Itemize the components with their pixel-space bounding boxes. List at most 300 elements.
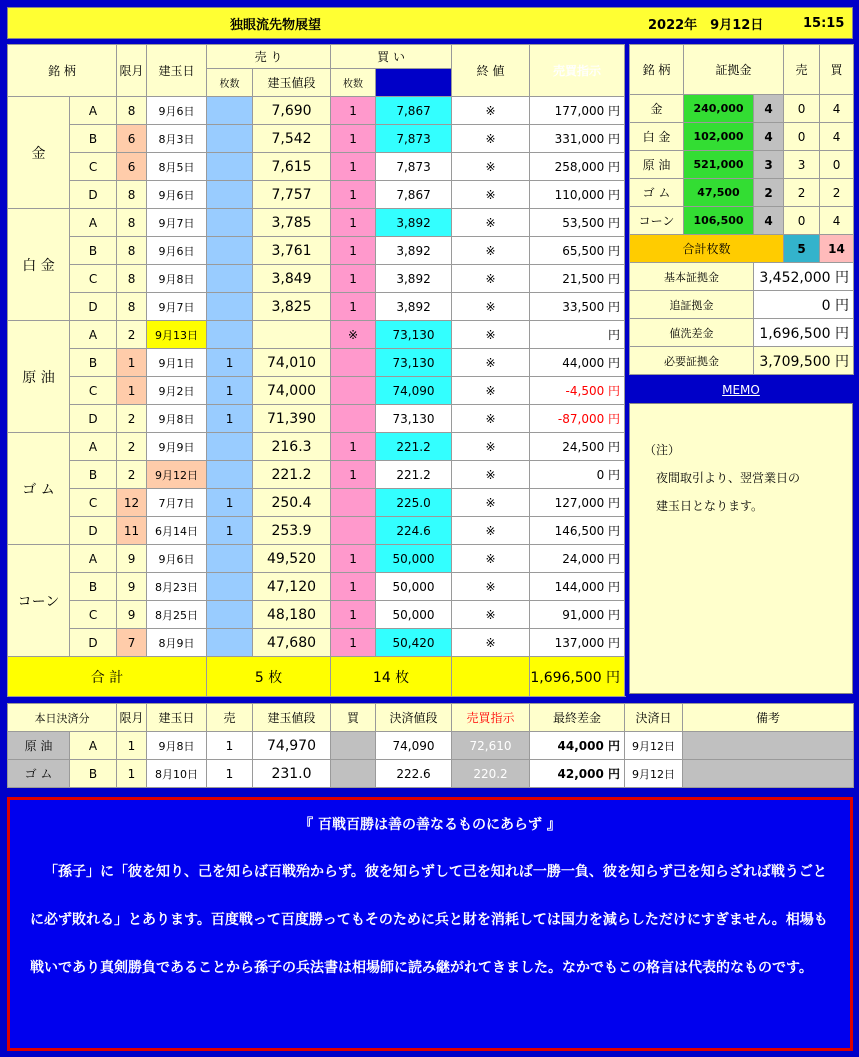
open-date: 8月25日 [147,601,207,629]
open-price: 48,180 [253,601,331,629]
buy-count: 1 [331,237,376,265]
margin-summary-row [630,263,854,291]
open-price: 7,615 [253,153,331,181]
sell-count [207,573,253,601]
summary-label: 必要証拠金 [630,347,754,375]
contract-month: 6 [117,153,147,181]
table-row [8,209,625,237]
contract-letter: A [70,433,117,461]
open-date: 9月6日 [147,545,207,573]
settle-row [8,732,854,760]
settle-month: 1 [117,760,147,788]
diff-value: 24,500 円 [530,433,625,461]
settle-buy [331,760,376,788]
contract-month: 9 [117,545,147,573]
settle-open-price-header: 建玉値段 [253,704,331,732]
buy-count [331,349,376,377]
summary-label: 追証拠金 [630,291,754,319]
contract-letter: B [70,125,117,153]
buy-count: 1 [331,433,376,461]
sell-count [207,265,253,293]
close-price: 224.6 [376,517,452,545]
settle-note [683,760,854,788]
settlement-table [7,703,854,788]
open-price: 221.2 [253,461,331,489]
settle-price: 74,090 [376,732,452,760]
instruction-mark: ※ [452,433,530,461]
open-date: 8月9日 [147,629,207,657]
instruction-mark: ※ [452,125,530,153]
contract-month: 9 [117,573,147,601]
memo-line: （注） [644,443,681,457]
sell-count [207,153,253,181]
contract-month: 1 [117,377,147,405]
memo-box [629,403,853,694]
contract-letter: D [70,629,117,657]
memo-line: 建玉日となります。 [644,499,764,513]
open-price: 3,849 [253,265,331,293]
diff-value: 137,000 円 [530,629,625,657]
date-display: 2022年 9月12日 [648,17,764,33]
diff-value: 65,500 円 [530,237,625,265]
sell-count: 1 [207,489,253,517]
contract-month: 8 [117,181,147,209]
margin-commodity: コーン [630,207,684,235]
title-bar [7,7,853,39]
open-price: 7,757 [253,181,331,209]
open-price: 7,690 [253,97,331,125]
instruction-mark: ※ [452,209,530,237]
memo-line: 夜間取引より、翌営業日の [644,471,801,485]
contract-letter: B [70,461,117,489]
margin-amount: 102,000 [684,123,754,151]
margin-units: 2 [754,179,784,207]
instruction-mark: ※ [452,153,530,181]
table-row [8,321,625,349]
margin-units: 3 [754,151,784,179]
table-row [8,573,625,601]
close-price: 221.2 [376,433,452,461]
open-date: 9月12日 [147,461,207,489]
margin-buy: 4 [820,95,854,123]
contract-letter: D [70,293,117,321]
contract-letter: D [70,405,117,433]
open-date: 8月5日 [147,153,207,181]
margin-table [629,44,854,375]
margin-sell: 0 [784,123,820,151]
settle-date: 9月12日 [625,732,683,760]
sell-count: 1 [207,517,253,545]
instruction-mark: ※ [452,237,530,265]
margin-count-row [630,235,854,263]
open-price: 253.9 [253,517,331,545]
margin-summary-row [630,347,854,375]
sell-count: 1 [207,349,253,377]
settle-date: 9月12日 [625,760,683,788]
sell-count [207,461,253,489]
diff-value: 24,000 円 [530,545,625,573]
instruction-mark: ※ [452,293,530,321]
open-date: 9月8日 [147,265,207,293]
margin-row [630,207,854,235]
margin-amount: 240,000 [684,95,754,123]
contract-month: 1 [117,349,147,377]
close-price: 7,867 [376,97,452,125]
contract-month: 8 [117,293,147,321]
buy-count: 1 [331,125,376,153]
margin-commodity: 原 油 [630,151,684,179]
instruction-mark: ※ [452,601,530,629]
sell-count [207,601,253,629]
col-month-header: 限月 [117,45,147,97]
table-row [8,377,625,405]
sell-count [207,97,253,125]
close-price: 225.0 [376,489,452,517]
margin-sell: 0 [784,95,820,123]
open-price: 74,000 [253,377,331,405]
open-date: 9月6日 [147,97,207,125]
table-row [8,489,625,517]
summary-label: 基本証拠金 [630,263,754,291]
open-price: 3,825 [253,293,331,321]
instruction-mark: ※ [452,405,530,433]
instruction-mark: ※ [452,377,530,405]
open-date: 8月3日 [147,125,207,153]
quote-body: 「孫子」に「彼を知り、己を知らば百戦殆からず。彼を知らずして己を知れば一勝一負、彼を知らず己を知らざれば戦うごとに必ず敗れる」とあります。百度戦って百度勝ってもそのために兵と財を消耗しては国力を減らしただけにすぎません。相場も戦いであり真剣勝負であることから孫子の兵法書は相場師に読み継がれてきました。なかでもこの格言は代表的なものです。 [30,864,828,976]
open-price: 216.3 [253,433,331,461]
contract-letter: C [70,377,117,405]
contract-letter: C [70,601,117,629]
contract-month: 9 [117,601,147,629]
close-price: 74,090 [376,377,452,405]
diff-value: 110,000 円 [530,181,625,209]
instruction-button[interactable]: 売買指示 [530,45,625,97]
col-buy-header: 買 い [331,45,452,69]
instruction-mark: ※ [452,489,530,517]
contract-letter: A [70,97,117,125]
close-price: 50,420 [376,629,452,657]
table-row [8,433,625,461]
table-row [8,125,625,153]
buy-count [331,489,376,517]
diff-value: 177,000 円 [530,97,625,125]
diff-value: 0 円 [530,461,625,489]
contract-letter: D [70,517,117,545]
page-title: 独眼流先物展望 [230,17,322,33]
total-sell: 5 枚 [207,657,331,697]
close-price: 7,873 [376,153,452,181]
instruction-mark: ※ [452,517,530,545]
table-row [8,97,625,125]
count-label: 合計枚数 [630,235,784,263]
close-price: 3,892 [376,265,452,293]
open-date: 9月2日 [147,377,207,405]
open-price [253,321,331,349]
table-row [8,181,625,209]
positions-table [7,44,625,697]
close-price: 7,867 [376,181,452,209]
buy-count: 1 [331,181,376,209]
close-price: 73,130 [376,405,452,433]
margin-sell: 2 [784,179,820,207]
commodity-name: 原 油 [8,321,70,433]
settle-final-header: 最終差金 [530,704,625,732]
margin-buy: 4 [820,207,854,235]
table-row [8,265,625,293]
table-row [8,461,625,489]
contract-month: 8 [117,237,147,265]
sell-count [207,181,253,209]
diff-value: 146,500 円 [530,517,625,545]
margin-amount: 521,000 [684,151,754,179]
diff-value: 33,500 円 [530,293,625,321]
margin-commodity: 白 金 [630,123,684,151]
instruction-mark: ※ [452,461,530,489]
contract-letter: B [70,349,117,377]
settle-final: 42,000 円 [530,760,625,788]
table-row [8,517,625,545]
diff-value: 44,000 円 [530,349,625,377]
settle-instruction: 220.2 [452,760,530,788]
open-date: 9月7日 [147,209,207,237]
summary-value: 0 円 [754,291,854,319]
settle-open-date-header: 建玉日 [147,704,207,732]
settle-commodity: 原 油 [8,732,70,760]
diff-value: -87,000 円 [530,405,625,433]
commodity-name: コーン [8,545,70,657]
table-row [8,153,625,181]
open-price: 47,120 [253,573,331,601]
diff-value: 331,000 円 [530,125,625,153]
instruction-mark: ※ [452,545,530,573]
col-buy-count-header: 枚数 [331,69,376,97]
margin-commodity: 金 [630,95,684,123]
contract-month: 8 [117,97,147,125]
contract-month: 11 [117,517,147,545]
sell-count [207,433,253,461]
settle-instruction: 72,610 [452,732,530,760]
open-price: 71,390 [253,405,331,433]
margin-buy: 0 [820,151,854,179]
settle-month: 1 [117,732,147,760]
close-price: 50,000 [376,573,452,601]
table-row [8,349,625,377]
open-date: 7月7日 [147,489,207,517]
summary-value: 3,452,000 円 [754,263,854,291]
sell-count [207,629,253,657]
close-price: 3,892 [376,293,452,321]
open-price: 7,542 [253,125,331,153]
settle-sell-header: 売 [207,704,253,732]
open-date: 6月14日 [147,517,207,545]
settle-instruction-header: 売買指示 [452,704,530,732]
settle-label-header: 本日決済分 [8,704,117,732]
contract-letter: D [70,181,117,209]
instruction-mark: ※ [452,97,530,125]
diff-value: 円 [530,321,625,349]
col-sell-count-header: 枚数 [207,69,253,97]
buy-count: ※ [331,321,376,349]
buy-count [331,377,376,405]
settle-buy-header: 買 [331,704,376,732]
settle-price-header: 決済値段 [376,704,452,732]
open-date: 9月7日 [147,293,207,321]
contract-month: 12 [117,489,147,517]
contract-letter: C [70,265,117,293]
sell-count [207,321,253,349]
col-close-header: 終 値 [452,45,530,97]
open-price: 3,761 [253,237,331,265]
settle-open-price: 74,970 [253,732,331,760]
total-diff: 1,696,500 円 [530,657,625,697]
margin-amount: 47,500 [684,179,754,207]
table-row [8,601,625,629]
instruction-mark: ※ [452,573,530,601]
margin-summary-row [630,319,854,347]
margin-row [630,123,854,151]
quote-box [7,797,853,1051]
close-price: 73,130 [376,321,452,349]
open-date: 9月13日 [147,321,207,349]
contract-month: 2 [117,461,147,489]
settle-sell: 1 [207,732,253,760]
buy-count: 1 [331,153,376,181]
contract-month: 2 [117,433,147,461]
contract-month: 8 [117,265,147,293]
settle-date-header: 決済日 [625,704,683,732]
count-buy: 14 [820,235,854,263]
open-date: 9月6日 [147,237,207,265]
diff-value: 53,500 円 [530,209,625,237]
buy-count: 1 [331,545,376,573]
open-date: 8月23日 [147,573,207,601]
open-price: 3,785 [253,209,331,237]
sell-count: 1 [207,377,253,405]
settle-letter: A [70,732,117,760]
instruction-mark: ※ [452,321,530,349]
settle-price: 222.6 [376,760,452,788]
open-date: 9月1日 [147,349,207,377]
total-buy: 14 枚 [331,657,452,697]
diff-value: 91,000 円 [530,601,625,629]
margin-sell: 3 [784,151,820,179]
contract-letter: A [70,209,117,237]
margin-buy: 4 [820,123,854,151]
margin-row [630,179,854,207]
buy-count: 1 [331,461,376,489]
sell-count: 1 [207,405,253,433]
open-price: 74,010 [253,349,331,377]
margin-sell: 0 [784,207,820,235]
contract-month: 2 [117,321,147,349]
margin-units: 4 [754,207,784,235]
sell-count [207,125,253,153]
contract-letter: B [70,573,117,601]
settle-row [8,760,854,788]
buy-count [331,405,376,433]
open-date: 9月9日 [147,433,207,461]
sell-count [207,545,253,573]
contract-letter: C [70,153,117,181]
margin-buy-header: 買 [820,45,854,95]
settle-letter: B [70,760,117,788]
commodity-name: 白 金 [8,209,70,321]
contract-month: 8 [117,209,147,237]
settle-sell: 1 [207,760,253,788]
margin-commodity: ゴ ム [630,179,684,207]
buy-count: 1 [331,293,376,321]
sell-count [207,209,253,237]
contract-month: 2 [117,405,147,433]
margin-summary-row [630,291,854,319]
close-price: 221.2 [376,461,452,489]
summary-label: 値洗差金 [630,319,754,347]
open-price: 49,520 [253,545,331,573]
close-price: 73,130 [376,349,452,377]
contract-month: 7 [117,629,147,657]
buy-count: 1 [331,209,376,237]
margin-name-header: 銘 柄 [630,45,684,95]
diff-value: 258,000 円 [530,153,625,181]
settle-note [683,732,854,760]
buy-count: 1 [331,265,376,293]
instruction-mark: ※ [452,629,530,657]
close-price: 50,000 [376,601,452,629]
total-spacer [452,657,530,697]
contract-letter: A [70,321,117,349]
sell-count [207,293,253,321]
instruction-mark: ※ [452,349,530,377]
sell-count [207,237,253,265]
open-price: 250.4 [253,489,331,517]
contract-letter: A [70,545,117,573]
diff-value: 144,000 円 [530,573,625,601]
margin-row [630,151,854,179]
quote-title: 『 百戦百勝は善の善なるものにあらず 』 [299,817,561,833]
total-label: 合 計 [8,657,207,697]
table-row [8,293,625,321]
settle-note-header: 備考 [683,704,854,732]
instruction-mark: ※ [452,181,530,209]
settle-commodity: ゴ ム [8,760,70,788]
close-price: 3,892 [376,209,452,237]
margin-units: 4 [754,123,784,151]
table-row [8,545,625,573]
contract-letter: C [70,489,117,517]
diff-value: 21,500 円 [530,265,625,293]
margin-units: 4 [754,95,784,123]
memo-link[interactable]: MEMO [722,383,760,397]
settle-final: 44,000 円 [530,732,625,760]
open-price: 47,680 [253,629,331,657]
diff-value: -4,500 円 [530,377,625,405]
settle-buy [331,732,376,760]
col-open-price-header: 建玉値段 [253,69,331,97]
open-date: 9月6日 [147,181,207,209]
buy-count: 1 [331,573,376,601]
col-open-date-header: 建玉日 [147,45,207,97]
summary-value: 3,709,500 円 [754,347,854,375]
table-row [8,629,625,657]
buy-count [331,517,376,545]
total-row [8,657,625,697]
margin-amount: 106,500 [684,207,754,235]
margin-buy: 2 [820,179,854,207]
margin-sell-header: 売 [784,45,820,95]
contract-month: 6 [117,125,147,153]
table-row [8,237,625,265]
settle-open-price: 231.0 [253,760,331,788]
